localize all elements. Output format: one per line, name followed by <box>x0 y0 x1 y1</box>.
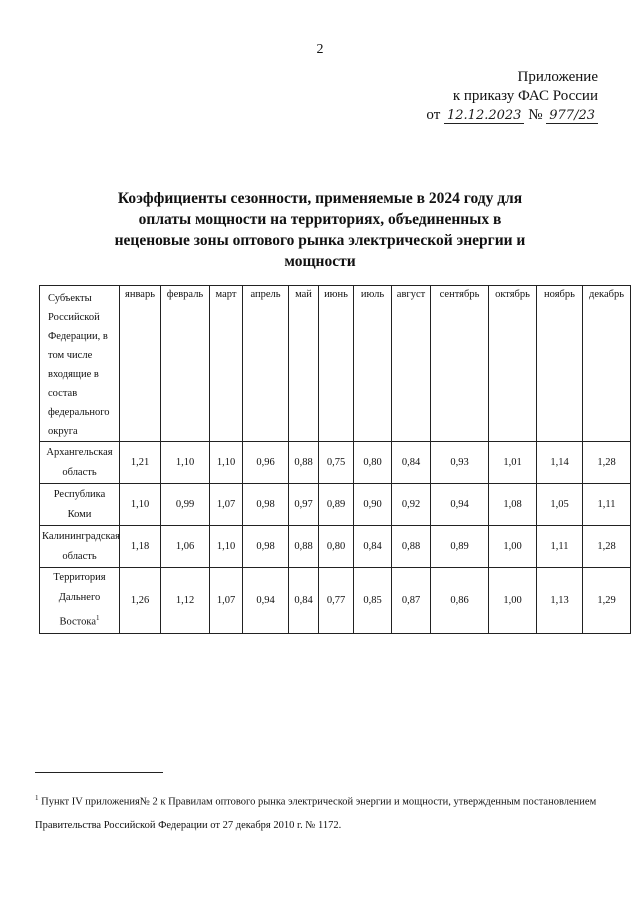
footnote-separator <box>35 772 163 773</box>
subject-header: Субъекты Российской Федерации, в том числе входящие в состав федерального округа <box>40 286 120 442</box>
month-header: август <box>392 286 431 442</box>
coefficient-cell: 0,96 <box>243 442 289 484</box>
coefficient-cell: 1,26 <box>120 568 161 634</box>
handwritten-date: 12.12.2023 <box>444 108 524 124</box>
coefficient-cell: 1,18 <box>120 526 161 568</box>
month-header: февраль <box>161 286 210 442</box>
region-name-text: Территория Дальнего Востока <box>53 572 106 628</box>
footnote-text: Пункт IV приложения№ 2 к Правилам оптового рынка электрической энергии и мощности, утвержденным постановлением Правительства Российской Федерации от 27 декабря 2010 г. № 1172. <box>35 796 597 831</box>
coefficient-cell: 1,07 <box>210 484 243 526</box>
coefficient-cell: 0,86 <box>431 568 489 634</box>
coefficient-cell: 0,80 <box>354 442 392 484</box>
handwritten-number: 977/23 <box>546 108 598 124</box>
coefficient-cell: 1,10 <box>161 442 210 484</box>
month-header: июль <box>354 286 392 442</box>
appendix-block <box>426 68 598 125</box>
table-row <box>40 442 631 484</box>
coefficient-cell: 0,92 <box>392 484 431 526</box>
coefficient-cell: 0,98 <box>243 526 289 568</box>
coefficient-cell: 1,05 <box>537 484 583 526</box>
region-name <box>40 568 120 634</box>
from-label: от <box>426 107 441 123</box>
month-header: январь <box>120 286 161 442</box>
appendix-label: Приложение <box>517 69 598 85</box>
region-name: Калининградская область <box>40 526 120 568</box>
order-reference: к приказу ФАС России <box>452 88 598 104</box>
coefficient-cell: 0,84 <box>354 526 392 568</box>
document-title: Коэффициенты сезонности, применяемые в 2024 году для оплаты мощности на территориях, объединенных в неценовые зоны оптового рынка электрической энергии и мощности <box>114 190 526 270</box>
month-header: октябрь <box>489 286 537 442</box>
coefficient-cell: 0,85 <box>354 568 392 634</box>
coefficient-cell: 1,07 <box>210 568 243 634</box>
month-header: июнь <box>319 286 354 442</box>
order-date-number <box>426 106 598 125</box>
coefficient-cell: 0,87 <box>392 568 431 634</box>
coefficient-cell: 0,75 <box>319 442 354 484</box>
coefficient-cell: 0,80 <box>319 526 354 568</box>
coefficient-cell: 0,94 <box>243 568 289 634</box>
coefficient-cell: 0,94 <box>431 484 489 526</box>
table-row <box>40 484 631 526</box>
coefficient-cell: 1,00 <box>489 568 537 634</box>
coefficient-cell: 0,90 <box>354 484 392 526</box>
coefficient-cell: 0,88 <box>392 526 431 568</box>
month-header: май <box>289 286 319 442</box>
footnote-marker: 1 <box>35 794 39 802</box>
footnote <box>35 787 610 837</box>
region-name: Республика Коми <box>40 484 120 526</box>
coefficient-cell: 0,77 <box>319 568 354 634</box>
coefficient-cell: 1,28 <box>583 442 631 484</box>
coefficient-cell: 1,11 <box>537 526 583 568</box>
coefficient-cell: 1,12 <box>161 568 210 634</box>
coefficient-cell: 0,89 <box>319 484 354 526</box>
page-number: 2 <box>316 42 324 57</box>
coefficient-cell: 1,01 <box>489 442 537 484</box>
coefficient-cell: 1,10 <box>120 484 161 526</box>
coefficient-cell: 1,00 <box>489 526 537 568</box>
coefficient-cell: 0,84 <box>392 442 431 484</box>
coefficient-cell: 0,89 <box>431 526 489 568</box>
table-row <box>40 526 631 568</box>
coefficient-cell: 0,88 <box>289 442 319 484</box>
seasonality-table <box>39 285 631 634</box>
coefficient-cell: 0,93 <box>431 442 489 484</box>
month-header: декабрь <box>583 286 631 442</box>
coefficient-cell: 0,97 <box>289 484 319 526</box>
month-header: ноябрь <box>537 286 583 442</box>
footnote-ref: 1 <box>95 614 100 622</box>
coefficient-cell: 1,11 <box>583 484 631 526</box>
region-name: Архангельская область <box>40 442 120 484</box>
table-row <box>40 568 631 634</box>
coefficient-cell: 1,10 <box>210 526 243 568</box>
coefficient-cell: 0,99 <box>161 484 210 526</box>
coefficient-cell: 1,06 <box>161 526 210 568</box>
coefficient-cell: 0,98 <box>243 484 289 526</box>
coefficient-cell: 0,84 <box>289 568 319 634</box>
number-label: № <box>528 107 543 123</box>
month-header: апрель <box>243 286 289 442</box>
coefficient-cell: 0,88 <box>289 526 319 568</box>
coefficient-cell: 1,21 <box>120 442 161 484</box>
month-header: сентябрь <box>431 286 489 442</box>
month-header: март <box>210 286 243 442</box>
coefficient-cell: 1,14 <box>537 442 583 484</box>
coefficient-cell: 1,10 <box>210 442 243 484</box>
table-header-row <box>40 286 631 442</box>
coefficient-cell: 1,29 <box>583 568 631 634</box>
coefficient-cell: 1,13 <box>537 568 583 634</box>
coefficient-cell: 1,28 <box>583 526 631 568</box>
coefficient-cell: 1,08 <box>489 484 537 526</box>
